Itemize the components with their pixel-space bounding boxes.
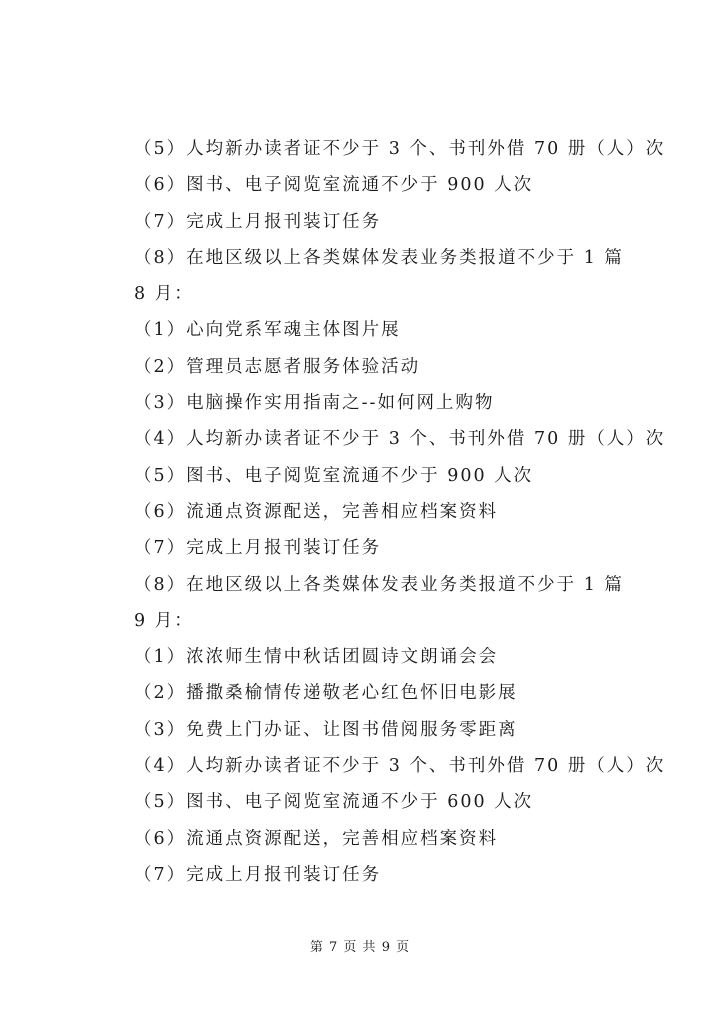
month-heading-september: 9 月：	[134, 610, 194, 631]
list-item: （1）心向党系军魂主体图片展	[134, 320, 401, 341]
list-item: （5）图书、电子阅览室流通不少于 900 人次	[134, 465, 534, 486]
month-heading-august: 8 月：	[134, 284, 194, 305]
list-item: （7）完成上月报刊装订任务	[134, 538, 382, 559]
list-item: （3）电脑操作实用指南之--如何网上购物	[134, 393, 495, 414]
list-item: （8）在地区级以上各类媒体发表业务类报道不少于 1 篇	[134, 247, 624, 268]
list-item: （2）管理员志愿者服务体验活动	[134, 356, 421, 377]
list-item: （6）流通点资源配送，完善相应档案资料	[134, 828, 499, 849]
list-item: （7）完成上月报刊装订任务	[134, 864, 382, 885]
page-footer: 第 7 页 共 9 页	[309, 940, 411, 955]
list-item: （6）图书、电子阅览室流通不少于 900 人次	[134, 175, 534, 196]
document-body	[134, 131, 674, 893]
list-item: （5）人均新办读者证不少于 3 个、书刊外借 70 册（人）次	[134, 139, 666, 159]
list-item: （2）播撒桑榆情传递敬老心红色怀旧电影展	[134, 683, 518, 704]
list-item: （7）完成上月报刊装订任务	[134, 211, 382, 232]
list-item: （1）浓浓师生情中秋话团圆诗文朗诵会会	[134, 647, 499, 668]
list-item: （8）在地区级以上各类媒体发表业务类报道不少于 1 篇	[134, 574, 624, 595]
list-item: （4）人均新办读者证不少于 3 个、书刊外借 70 册（人）次	[134, 756, 666, 777]
list-item: （6）流通点资源配送，完善相应档案资料	[134, 501, 499, 522]
list-item: （5）图书、电子阅览室流通不少于 600 人次	[134, 792, 534, 813]
list-item: （4）人均新办读者证不少于 3 个、书刊外借 70 册（人）次	[134, 429, 666, 450]
list-item: （3）免费上门办证、让图书借阅服务零距离	[134, 719, 518, 740]
